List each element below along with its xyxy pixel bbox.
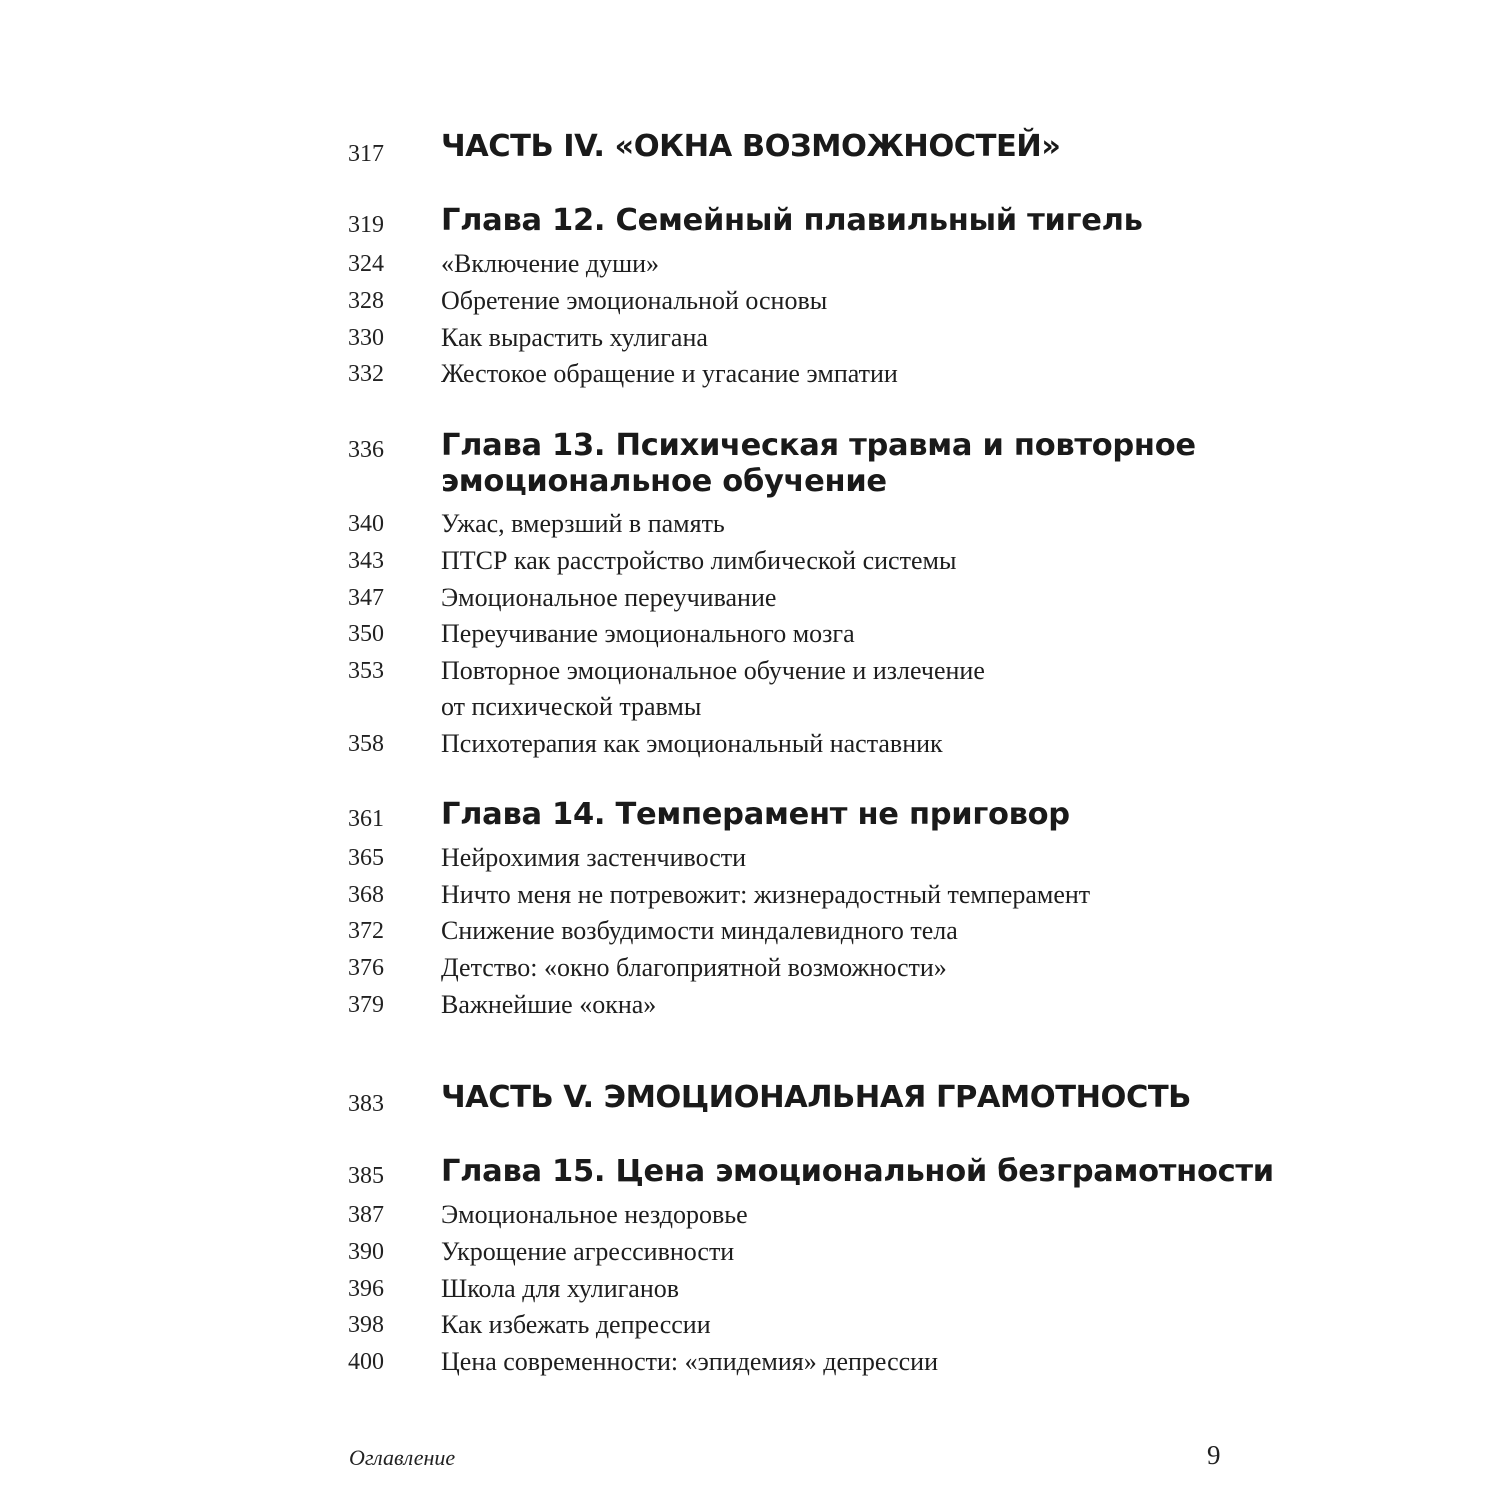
toc-section-title-continued: от психической травмы xyxy=(441,692,702,721)
toc-section-title: Как вырастить хулигана xyxy=(441,323,708,352)
toc-section-title: Эмоциональное переучивание xyxy=(441,583,777,612)
toc-page-number: 368 xyxy=(348,882,384,908)
toc-section-title: Снижение возбудимости миндалевидного тела xyxy=(441,916,958,945)
toc-section-title: Как избежать депрессии xyxy=(441,1310,711,1339)
toc-section-title: ПТСР как расстройство лимбической системы xyxy=(441,546,957,575)
toc-chapter-title: Глава 15. Цена эмоциональной безграмотности xyxy=(441,1154,1274,1189)
toc-page-number: 383 xyxy=(348,1091,384,1117)
toc-page-number: 340 xyxy=(348,511,384,537)
toc-section-title: «Включение души» xyxy=(441,249,660,278)
toc-page-number: 385 xyxy=(348,1163,384,1189)
page-number: 9 xyxy=(1207,1440,1221,1470)
toc-chapter-title: Глава 12. Семейный плавильный тигель xyxy=(441,203,1143,238)
toc-section-title: Укрощение агрессивности xyxy=(441,1237,735,1266)
toc-page-number: 379 xyxy=(348,992,384,1018)
toc-page-number: 387 xyxy=(348,1202,384,1228)
toc-page-number: 358 xyxy=(348,731,384,757)
toc-section-title: Детство: «окно благоприятной возможности» xyxy=(441,953,947,982)
toc-chapter-title: Глава 14. Темперамент не приговор xyxy=(441,797,1070,832)
toc-page-number: 336 xyxy=(348,437,384,463)
toc-section-title: Жестокое обращение и угасание эмпатии xyxy=(441,359,898,388)
toc-part-title: ЧАСТЬ V. ЭМОЦИОНАЛЬНАЯ ГРАМОТНОСТЬ xyxy=(441,1080,1191,1115)
toc-section-title: Важнейшие «окна» xyxy=(441,990,657,1019)
toc-page-number: 350 xyxy=(348,621,384,647)
toc-page-number: 390 xyxy=(348,1239,384,1265)
toc-page-number: 361 xyxy=(348,806,384,832)
toc-chapter-title: Глава 13. Психическая травма и повторное xyxy=(441,428,1196,463)
toc-page-number: 328 xyxy=(348,288,384,314)
toc-page-number: 396 xyxy=(348,1276,384,1302)
toc-page-number: 319 xyxy=(348,212,384,238)
toc-part-title: ЧАСТЬ IV. «ОКНА ВОЗМОЖНОСТЕЙ» xyxy=(441,129,1061,164)
toc-section-title: Цена современности: «эпидемия» депрессии xyxy=(441,1347,938,1376)
toc-section-title: Нейрохимия застенчивости xyxy=(441,843,747,872)
toc-section-title: Психотерапия как эмоциональный наставник xyxy=(441,729,943,758)
toc-page-number: 332 xyxy=(348,361,384,387)
toc-page-number: 365 xyxy=(348,845,384,871)
toc-section-title: Ужас, вмерзший в память xyxy=(441,509,725,538)
running-footer-title: Оглавление xyxy=(349,1445,456,1470)
toc-page-number: 400 xyxy=(348,1349,384,1375)
toc-page-number: 330 xyxy=(348,325,384,351)
toc-chapter-title-continued: эмоциональное обучение xyxy=(441,464,887,499)
toc-page-number: 398 xyxy=(348,1312,384,1338)
toc-section-title: Обретение эмоциональной основы xyxy=(441,286,828,315)
toc-section-title: Повторное эмоциональное обучение и излечение xyxy=(441,656,985,685)
toc-page-number: 343 xyxy=(348,548,384,574)
toc-section-title: Школа для хулиганов xyxy=(441,1274,680,1303)
toc-section-title: Ничто меня не потревожит: жизнерадостный темперамент xyxy=(441,880,1091,909)
toc-page-number: 372 xyxy=(348,918,384,944)
toc-page-number: 324 xyxy=(348,251,384,277)
toc-page-number: 347 xyxy=(348,585,384,611)
toc-section-title: Эмоциональное нездоровье xyxy=(441,1200,748,1229)
toc-page-number: 353 xyxy=(348,658,384,684)
toc-page-number: 317 xyxy=(348,141,384,167)
toc-section-title: Переучивание эмоционального мозга xyxy=(441,619,855,648)
toc-page-number: 376 xyxy=(348,955,384,981)
